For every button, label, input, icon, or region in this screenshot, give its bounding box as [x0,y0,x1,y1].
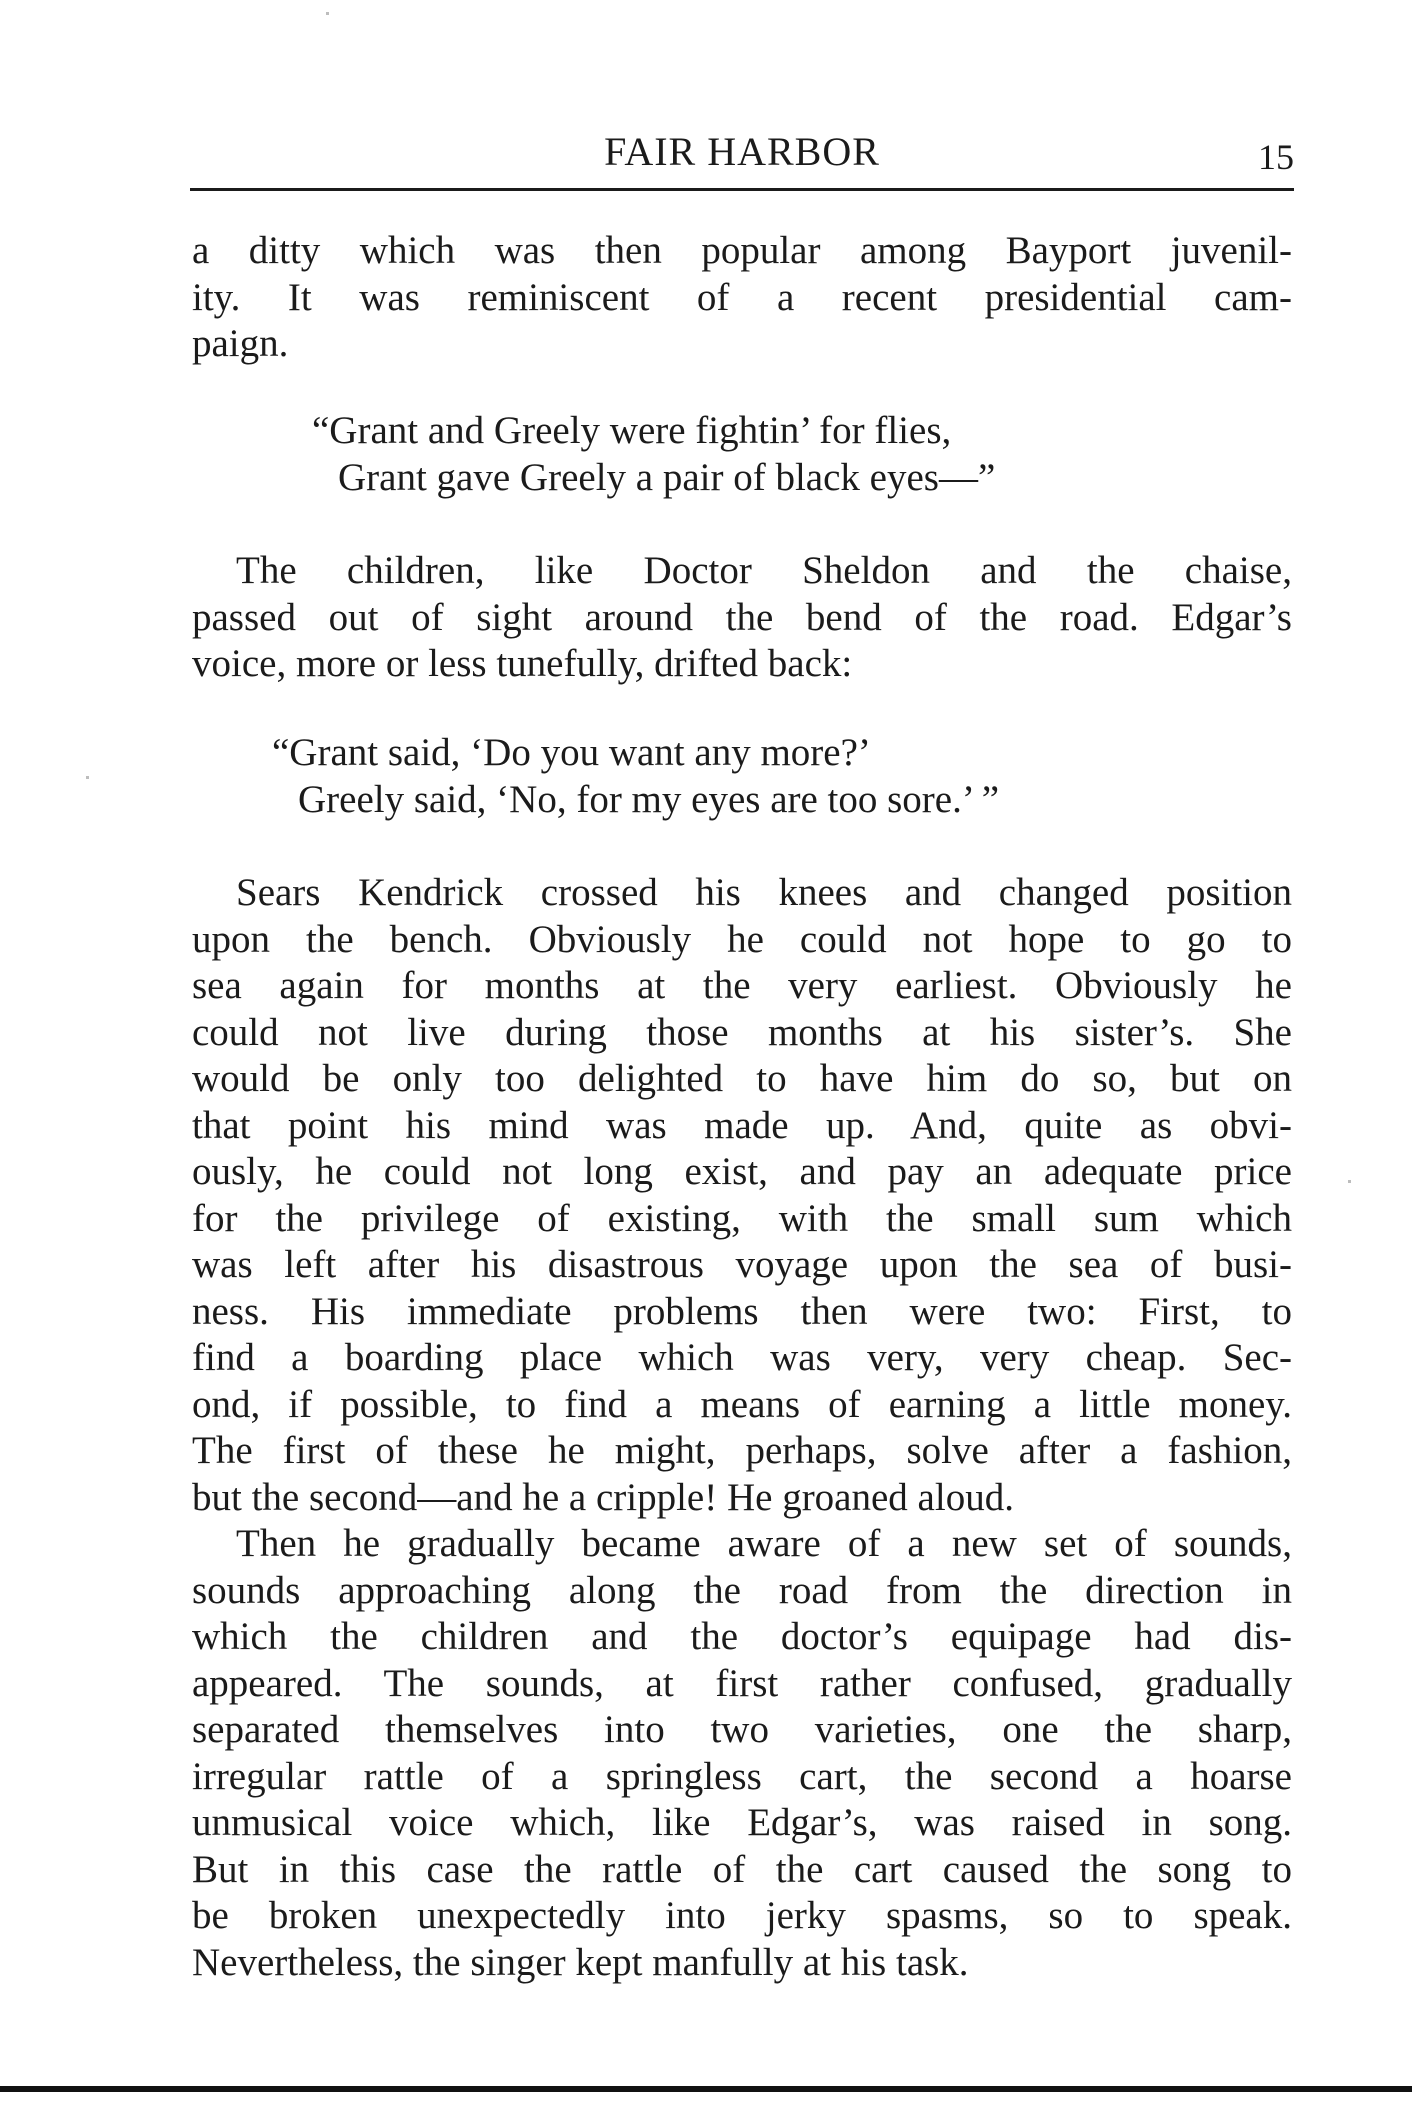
text-line: But in this case the rattle of the cart caused the song to [192,1847,1292,1891]
text-line: Nevertheless, the singer kept manfully at his task. [192,1940,969,1984]
verse-line: “Grant said, ‘Do you want any more?’ [272,731,871,774]
paragraph-3 [192,870,1292,1521]
text-line: but the second—and he a cripple! He groaned aloud. [192,1475,1014,1519]
text-line: appeared. The sounds, at first rather confused, gradually [192,1661,1292,1705]
text-line: irregular rattle of a springless cart, the second a hoarse [192,1754,1292,1798]
text-line: that point his mind was made up. And, quite as obvi- [192,1103,1292,1147]
verse-2 [272,730,999,823]
paragraph-4 [192,1521,1292,1986]
text-line: voice, more or less tunefully, drifted back: [192,642,853,685]
verse-1 [312,408,995,501]
text-line: upon the bench. Obviously he could not hope to go to [192,917,1292,961]
text-line: Then he gradually became aware of a new set of sounds, [236,1522,1292,1565]
page-bottom-edge [0,2086,1412,2092]
paper-speck [326,12,329,15]
running-title: FAIR HARBOR [604,129,880,174]
text-line: paign. [192,322,289,365]
text-line: separated themselves into two varieties, one the sharp, [192,1708,1292,1751]
text-line: unmusical voice which, like Edgar’s, was raised in song. [192,1801,1292,1844]
verse-line: Greely said, ‘No, for my eyes are too sore.’ ” [298,777,1000,821]
verse-line: Grant gave Greely a pair of black eyes—” [338,455,996,499]
text-line: a ditty which was then popular among Bayport juvenil- [192,229,1292,272]
text-line: ness. His immediate problems then were two: First, to [192,1289,1292,1333]
text-line: be broken unexpectedly into jerky spasms, so to speak. [192,1894,1292,1937]
text-line: passed out of sight around the bend of the road. Edgar’s [192,595,1292,639]
text-line: Sears Kendrick crossed his knees and changed position [236,871,1292,914]
text-line: ity. It was reminiscent of a recent presidential cam- [192,275,1292,319]
paragraph-1 [192,228,1292,368]
text-line: which the children and the doctor’s equipage had dis- [192,1615,1292,1658]
text-line: ond, if possible, to find a means of earning a little money. [192,1382,1292,1426]
verse-line: “Grant and Greely were fightin’ for flies, [312,409,952,452]
paper-speck [1348,1180,1351,1183]
paragraph-2 [192,548,1292,688]
text-line: would be only too delighted to have him do so, but on [192,1057,1292,1100]
text-line: ously, he could not long exist, and pay an adequate price [192,1150,1292,1193]
text-line: could not live during those months at his sister’s. She [192,1010,1292,1054]
text-line: sea again for months at the very earliest. Obviously he [192,964,1292,1007]
text-line: sounds approaching along the road from the direction in [192,1568,1292,1612]
paper-speck [86,776,89,779]
header-rule [190,188,1294,191]
text-line: for the privilege of existing, with the small sum which [192,1196,1292,1240]
page-number: 15 [1258,137,1294,177]
text-line: find a boarding place which was very, very cheap. Sec- [192,1336,1292,1379]
page-header [190,122,1294,192]
text-line: The first of these he might, perhaps, solve after a fashion, [192,1429,1292,1472]
text-line: The children, like Doctor Sheldon and the chaise, [236,549,1292,592]
text-line: was left after his disastrous voyage upon the sea of busi- [192,1243,1292,1286]
